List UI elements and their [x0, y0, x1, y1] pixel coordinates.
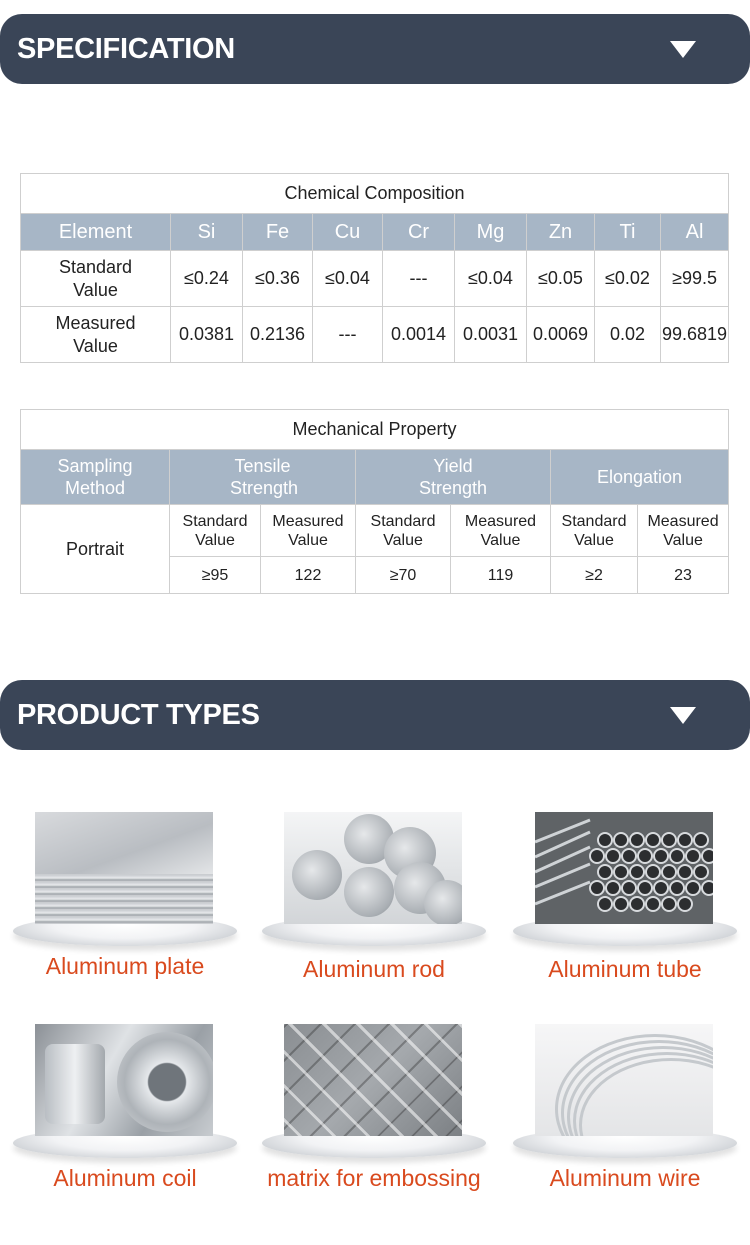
- aluminum-wire-image: [535, 1024, 713, 1136]
- table-row: [21, 307, 729, 363]
- table-cell: 0.02: [595, 307, 661, 363]
- sub-header-cell: Standard Value: [170, 505, 261, 557]
- header-cell: Cu: [313, 214, 383, 251]
- product-label: Aluminum plate: [45, 953, 205, 979]
- table-cell: ≥70: [356, 557, 451, 594]
- mechanical-property-caption: Mechanical Property: [21, 410, 729, 450]
- row-label: Measured Value: [21, 307, 171, 363]
- table-cell: ≤0.04: [313, 251, 383, 307]
- header-cell: Zn: [527, 214, 595, 251]
- table-cell: ≤0.36: [243, 251, 313, 307]
- table-cell: ≥2: [551, 557, 638, 594]
- table-cell: 23: [638, 557, 729, 594]
- specification-title: SPECIFICATION: [17, 32, 235, 65]
- table-cell: 99.6819: [661, 307, 729, 363]
- product-card-aluminum-rod[interactable]: [262, 812, 486, 992]
- sub-header-cell: Standard Value: [551, 505, 638, 557]
- table-cell: 119: [451, 557, 551, 594]
- header-cell: Al: [661, 214, 729, 251]
- table-cell: 0.0031: [455, 307, 527, 363]
- specification-banner[interactable]: [0, 14, 750, 84]
- table-cell: 0.0381: [171, 307, 243, 363]
- row-label: Standard Value: [21, 251, 171, 307]
- header-cell: Elongation: [551, 450, 729, 505]
- aluminum-rod-image: [284, 812, 462, 924]
- product-card-aluminum-plate[interactable]: [13, 812, 237, 992]
- table-cell: 0.0014: [383, 307, 455, 363]
- product-card-aluminum-coil[interactable]: [13, 1024, 237, 1204]
- chevron-down-icon[interactable]: [670, 41, 696, 58]
- table-cell: ≤0.05: [527, 251, 595, 307]
- chevron-down-icon[interactable]: [670, 707, 696, 724]
- table-cell: ≥95: [170, 557, 261, 594]
- sub-header-cell: Measured Value: [451, 505, 551, 557]
- table-cell: 122: [261, 557, 356, 594]
- header-cell: Fe: [243, 214, 313, 251]
- product-card-matrix-for-embossing[interactable]: [262, 1024, 486, 1204]
- table-cell: 0.0069: [527, 307, 595, 363]
- table-cell: ≤0.04: [455, 251, 527, 307]
- table-row: [21, 505, 729, 557]
- table-cell: ≤0.24: [171, 251, 243, 307]
- product-label: Aluminum coil: [53, 1165, 197, 1191]
- sub-header-cell: Measured Value: [638, 505, 729, 557]
- header-cell: Ti: [595, 214, 661, 251]
- sub-header-cell: Standard Value: [356, 505, 451, 557]
- aluminum-coil-image: [35, 1024, 213, 1136]
- product-types-title: PRODUCT TYPES: [17, 698, 260, 731]
- header-cell: Mg: [455, 214, 527, 251]
- sub-header-cell: Measured Value: [261, 505, 356, 557]
- header-cell: Element: [21, 214, 171, 251]
- chemical-composition-table: [20, 173, 729, 363]
- header-cell: Yield Strength: [356, 450, 551, 505]
- table-cell: ---: [383, 251, 455, 307]
- aluminum-tube-image: [535, 812, 713, 924]
- table-cell: 0.2136: [243, 307, 313, 363]
- product-card-aluminum-tube[interactable]: [513, 812, 737, 992]
- product-types-banner[interactable]: [0, 680, 750, 750]
- aluminum-plate-image: [35, 812, 213, 924]
- header-cell: Si: [171, 214, 243, 251]
- product-label: matrix for embossing: [267, 1165, 481, 1191]
- product-label: Aluminum rod: [303, 956, 445, 982]
- header-cell: Cr: [383, 214, 455, 251]
- table-cell: ≥99.5: [661, 251, 729, 307]
- product-label: Aluminum wire: [549, 1165, 701, 1191]
- mechanical-property-table: [20, 409, 729, 594]
- table-row: [21, 251, 729, 307]
- table-cell: ---: [313, 307, 383, 363]
- product-card-aluminum-wire[interactable]: [513, 1024, 737, 1204]
- chemical-composition-caption: Chemical Composition: [21, 174, 729, 214]
- sampling-method-value: Portrait: [21, 505, 170, 594]
- chemical-header-row: [21, 214, 729, 251]
- embossing-matrix-image: [284, 1024, 462, 1136]
- table-cell: ≤0.02: [595, 251, 661, 307]
- mechanical-header-row: [21, 450, 729, 505]
- product-label: Aluminum tube: [548, 956, 702, 982]
- header-cell: Sampling Method: [21, 450, 170, 505]
- header-cell: Tensile Strength: [170, 450, 356, 505]
